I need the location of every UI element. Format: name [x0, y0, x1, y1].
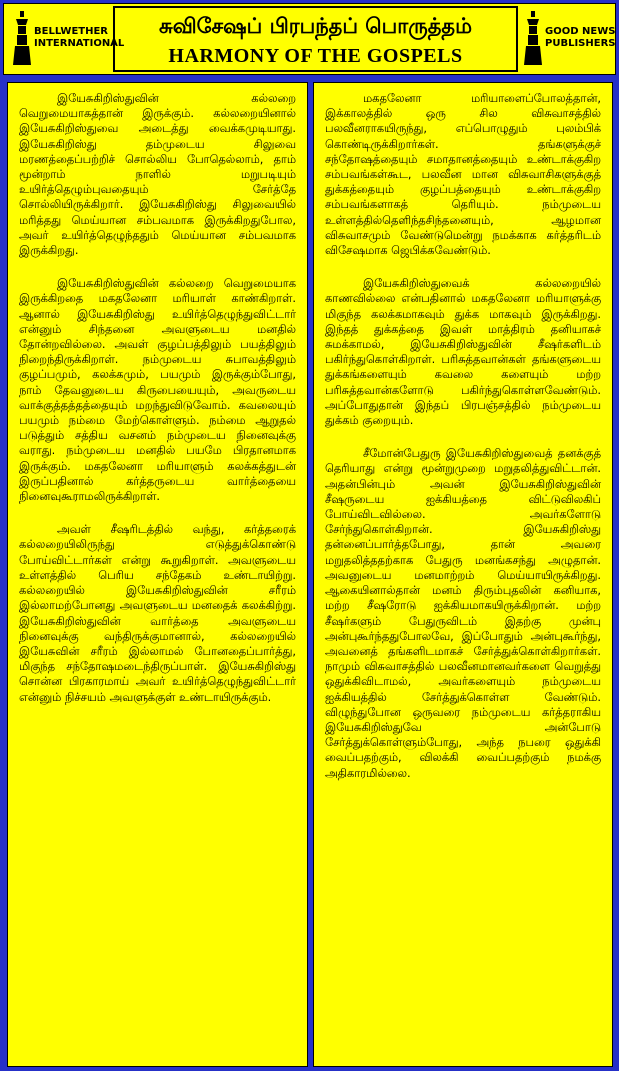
page-title-tamil: சுவிசேஷப் பிரபந்தப் பொருத்தம் [159, 14, 472, 38]
paragraph: அவள் சீஷரிடத்தில் வந்து, கர்த்தரைக் கல்லறையிலிருந்து எடுத்துக்கொண்டு போய்விட்டார்கள் என்று கூறுகிறாள். அவளுடைய உள்ளத்தில் பெரிய சந்தேகம் உண்டாயிற்று. கல்லறையில் இயேசுகிறிஸ்துவின் சரீரம் இல்லாமற்போனது அவளுடைய மனதைக் கலக்கிற்று. இயேசுகிறிஸ்துவின் வார்த்தை அவளுடைய நினைவுக்கு வந்திருக்குமானால், கல்லறையில் இயேசுவின் சரீரம் இல்லாமல் போனதைப்பார்த்து, மிகுந்த சந்தோஷமடைந்திருப்பாள். இயேசுகிறிஸ்து சொன்ன பிரகாரமாய் அவர் உயிர்த்தெழுந்துவிட்டார் என்னும் நிச்சயம் அவளுக்குள் உண்டாயிருக்கும். [19, 522, 296, 704]
paragraph: மகதலேனா மரியாளைப்போலத்தான், இக்காலத்தில் ஒரு சில விசுவாசத்தில் பலவீனராகயிருந்து, எப்பொழுதும் புலம்பிக் கொண்டிருக்கிறார்கள். தங்களுக்குச் சந்தோஷத்தையும் சமாதானத்தையும் உண்டாக்குகிற சம்பவங்கள்கூட, பலவீன மான விசுவாசிகளுக்குத் துக்கத்தையும் குழப்பத்தையும் உண்டாக்குகிற சம்பவங்களாகத் தெரியும். நம்முடைய உள்ளத்தில்தெளிந்தசிந்தனையும், ஆழமான விசுவாசமும் வேண்டுமென்று நமக்காக கர்த்தரிடம் விசேஷமாக ஜெபிக்கவேண்டும். [325, 91, 601, 258]
paragraph: இயேசுகிறிஸ்துவின் கல்லறை வெறுமையாக இருக்கிறதை மகதலேனா மரியாள் காண்கிறாள். ஆனால் இயேசுகிறிஸ்து உயிர்த்தெழுந்துவிட்டார் என்னும் சிந்தனை அவளுடைய மனதில் தோன்றவில்லை. அவள் குழப்பத்திலும் பயத்திலும் நிறைந்திருக்கிறாள். நம்முடைய சுபாவத்திலும் குழப்பமும், கலக்கமும், பயமும் இருக்கும்போது, நாம் தேவனுடைய கிருபையையும், அவருடைய வாக்குத்தத்தத்தையும் மறந்துவிடுவோம். கவலையும் பயமும் நம்மை மேற்கொள்ளும். நம்மை ஆறுதல் படுத்தும் சத்திய வசனம் நம்முடைய நினைவுக்கு வராது. நம்முடைய மனதில் பயமே பிரதானமாக இருக்கும். மகதலேனா மரியாளும் கலக்கத்துடன் இருப்பதினால் கர்த்தருடைய வார்த்தையை நினைவுகூராமலிருக்கிறாள். [19, 276, 296, 504]
bellwether-logo-text: BELLWETHER INTERNATIONAL [34, 26, 125, 49]
paragraph: சீமோன்பேதுரு இயேசுகிறிஸ்துவைத் தனக்குத் தெரியாது என்று மூன்றுமுறை மறுதலித்துவிட்டான். அதன்பின்பும் அவன் இயேசுகிறிஸ்துவின் சீஷருடைய ஐக்கியத்தை விட்டுவிலகிப் போய்விடவில்லை. அவர்களோடு சேர்ந்துகொள்கிறான். இயேசுகிறிஸ்து தன்னைப்பார்த்தபோது, தான் அவரை மறுதலித்ததற்காக பேதுரு மனங்கசந்து அழுதான். அவனுடைய மனமாற்றம் மெய்யாயிருக்கிறது. ஆகையினால்தான் மனம் திரும்புதலின் கனியாக, மற்ற சீஷரோடு ஐக்கியமாகயிருக்கிறான். மற்ற சீஷர்களும் பேதுருவிடம் இதற்கு முன்பு அன்புகூர்ந்ததுபோலவே, இப்போதும் அன்புகூர்ந்து, அவனைத் தங்களிடமாகச் சேர்த்துக்கொள்கிறார்கள். நாமும் விசுவாசத்தில் பலவீனமானவர்களை வெறுத்து ஒதுக்கிவிடாமல், அவர்களையும் நம்முடைய ஐக்கியத்தில் சேர்த்துக்கொள்ள வேண்டும். விழுந்துபோன ஒருவரை நம்முடைய கர்த்தராகிய இயேசுகிறிஸ்துவே அன்போடு சேர்த்துக்கொள்ளும்போது, அந்த நபரை ஒதுக்கி வைப்பதற்கும், விலக்கி வைப்பதற்கும் நமக்கு அதிகாரமில்லை. [325, 446, 601, 780]
right-column [313, 82, 613, 1067]
page-title-english: HARMONY OF THE GOSPELS [168, 45, 463, 67]
left-column [7, 82, 308, 1067]
bellwether-logo [12, 10, 125, 66]
bellwether-tower-icon [12, 11, 32, 65]
good-news-tower-icon [523, 11, 543, 65]
title-box [113, 6, 518, 72]
paragraph: இயேசுகிறிஸ்துவின் கல்லறை வெறுமையாகத்தான் இருக்கும். கல்லறையினால் இயேசுகிறிஸ்துவை அடைத்து வைக்கமுடியாது. இயேசுகிறிஸ்து தம்முடைய சிலுவை மரணத்தைப்பற்றிச் சொல்லிய போதெல்லாம், தாம் மூன்றாம் நாளில் மறுபடியும் உயிர்த்தெழும்புவதையும் சேர்த்தே சொல்லியிருக்கிறார். இயேசுகிறிஸ்து சிலுவையில் மரித்தது மெய்யான சம்பவமாக இருக்கிறதுபோல, அவர் உயிர்த்தெழுந்ததும் மெய்யான சம்பவமாக இருக்கிறது. [19, 91, 296, 258]
good-news-logo-text: GOOD NEWS PUBLISHERS [545, 26, 616, 49]
paragraph: இயேசுகிறிஸ்துவைக் கல்லறையில் காணவில்லை என்பதினால் மகதலேனா மரியாளுக்கு மிகுந்த கலக்கமாகவும் துக்க மாகவும் இருக்கிறது. இந்தத் துக்கத்தை இவள் மாத்திரம் தனியாகச் சுமக்காமல், இயேசுகிறிஸ்துவின் சீஷர்களிடம் பகிர்ந்துகொள்கிறாள். பரிசுத்தவான்கள் தங்களுடைய துக்கங்களையும் கவலை களையும் மற்ற பரிசுத்தவான்களோடு பகிர்ந்துகொள்ளவேண்டும். அப்போதுதான் இந்தப் பிரபஞ்சத்தில் நம்முடைய துக்கம் குறையும். [325, 276, 601, 428]
header-banner [3, 3, 616, 75]
good-news-logo [523, 10, 616, 66]
